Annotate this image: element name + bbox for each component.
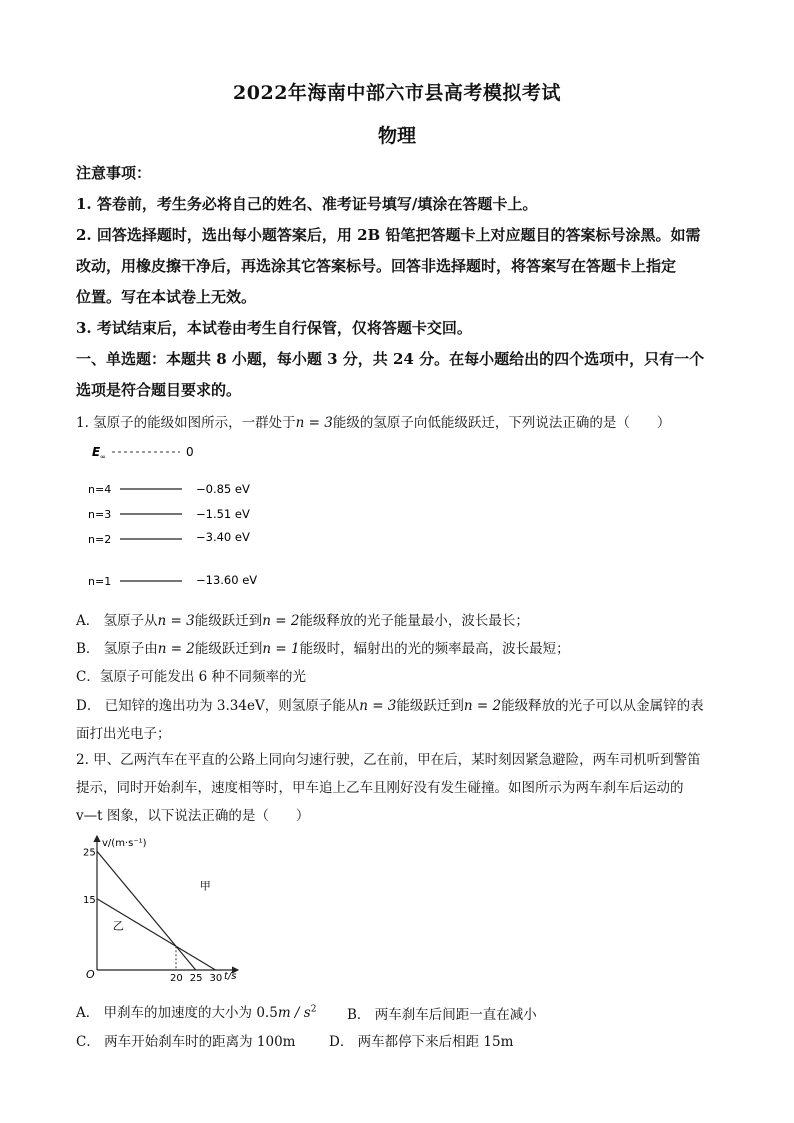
e-inf-subscript: ∞ <box>100 453 106 461</box>
level-energy: −13.60 eV <box>196 573 258 587</box>
level-energy: −0.85 eV <box>196 482 250 496</box>
x-tick-label: 25 <box>189 973 203 982</box>
q1-option-b: B． 氢原子由n = 2能级跃迁到n = 1能级时，辐射出的光的频率最高，波长最短； <box>76 641 570 657</box>
level-energy: −1.51 eV <box>196 507 250 521</box>
q2-option-d: D． 两车都停下来后相距 15m <box>329 1034 514 1050</box>
q1-stem-a: 1. 氢原子的能级如图所示，一群处于 <box>76 415 296 431</box>
section-1-line-2: 选项是符合题目要求的。 <box>76 381 242 399</box>
q2-stem-line-3: v—t 图象，以下说法正确的是（ ） <box>76 808 310 824</box>
level-label: n=3 <box>88 508 112 521</box>
series-label: 乙 <box>112 919 124 933</box>
q1-option-d-line-2: 面打出光电子； <box>76 726 171 742</box>
q2-option-a: A． 甲刹车的加速度的大小为 $0.5m / s^2$ <box>76 1004 317 1021</box>
section-1-line-1: 一、单选题：本题共 8 小题，每小题 3 分，共 24 分。在每小题给出的四个选项中，只有一个 <box>76 350 705 368</box>
y-tick-label: 25 <box>83 847 96 859</box>
x-axis-label: t/s <box>224 971 237 982</box>
energy-level-diagram <box>84 440 284 590</box>
vt-chart <box>82 832 242 982</box>
notice-item-2-line-2: 改动，用橡皮擦干净后，再选涂其它答案标号。回答非选择题时，将答案写在答题卡上指定 <box>76 257 677 275</box>
notice-item-2-line-1: 2. 回答选择题时，选出每小题答案后，用 2B 铅笔把答题卡上对应题目的答案标号涂黑。如需 <box>76 226 701 244</box>
q1-option-c: C．氢原子可能发出 6 种不同频率的光 <box>76 669 307 685</box>
exam-subject: 物理 <box>377 125 416 147</box>
notice-item-2-line-3: 位置。写在本试卷上无效。 <box>76 288 257 306</box>
q2-option-b: B． 两车刹车后间距一直在减小 <box>347 1007 537 1023</box>
series-line <box>97 851 196 970</box>
level-label: n=4 <box>88 483 112 496</box>
series-line <box>97 899 216 970</box>
q2-option-c: C． 两车开始刹车时的距离为 100m <box>76 1034 296 1050</box>
notice-item-3: 3. 考试结束后，本试卷由考生自行保管，仅将答题卡交回。 <box>76 319 472 337</box>
q2-stem-line-2: 提示，同时开始刹车，速度相等时，甲车追上乙车且刚好没有发生碰撞。如图所示为两车刹车后运动的 <box>76 780 684 796</box>
series-label: 甲 <box>199 879 211 893</box>
notice-item-1: 1. 答卷前，考生务必将自己的姓名、准考证号填写/填涂在答题卡上。 <box>76 195 538 213</box>
origin-label: O <box>86 968 95 981</box>
exam-title: 2022年海南中部六市县高考模拟考试 <box>233 82 561 104</box>
level-label: n=2 <box>88 533 112 546</box>
level-label: n=1 <box>88 575 112 588</box>
q2-stem-line-1: 2. 甲、乙两汽车在平直的公路上同向匀速行驶，乙在前，甲在后，某时刻因紧急避险，两车司机听到警笛 <box>76 752 701 768</box>
y-axis-label: v/(m·s⁻¹) <box>102 838 147 849</box>
e-inf-value: 0 <box>186 445 194 459</box>
x-tick-label: 30 <box>209 973 223 982</box>
y-tick-label: 15 <box>83 894 96 906</box>
q1-stem-b: 能级的氢原子向低能级跃迁，下列说法正确的是（ ） <box>332 415 671 431</box>
notice-heading: 注意事项： <box>76 164 152 182</box>
x-tick-label: 20 <box>170 973 183 982</box>
q1-stem-n: n = 3 <box>295 415 333 431</box>
q1-stem <box>76 411 670 431</box>
e-inf-label: E <box>92 445 101 459</box>
level-energy: −3.40 eV <box>196 530 250 544</box>
q1-option-d: D． 已知锌的逸出功为 3.34eV，则氢原子能从n = 3能级跃迁到n = 2能级释放的光子可以从金属锌的表 <box>76 698 704 714</box>
q1-option-a: A． 氢原子从n = 3能级跃迁到n = 2能级释放的光子能量最小，波长最长； <box>76 613 529 629</box>
